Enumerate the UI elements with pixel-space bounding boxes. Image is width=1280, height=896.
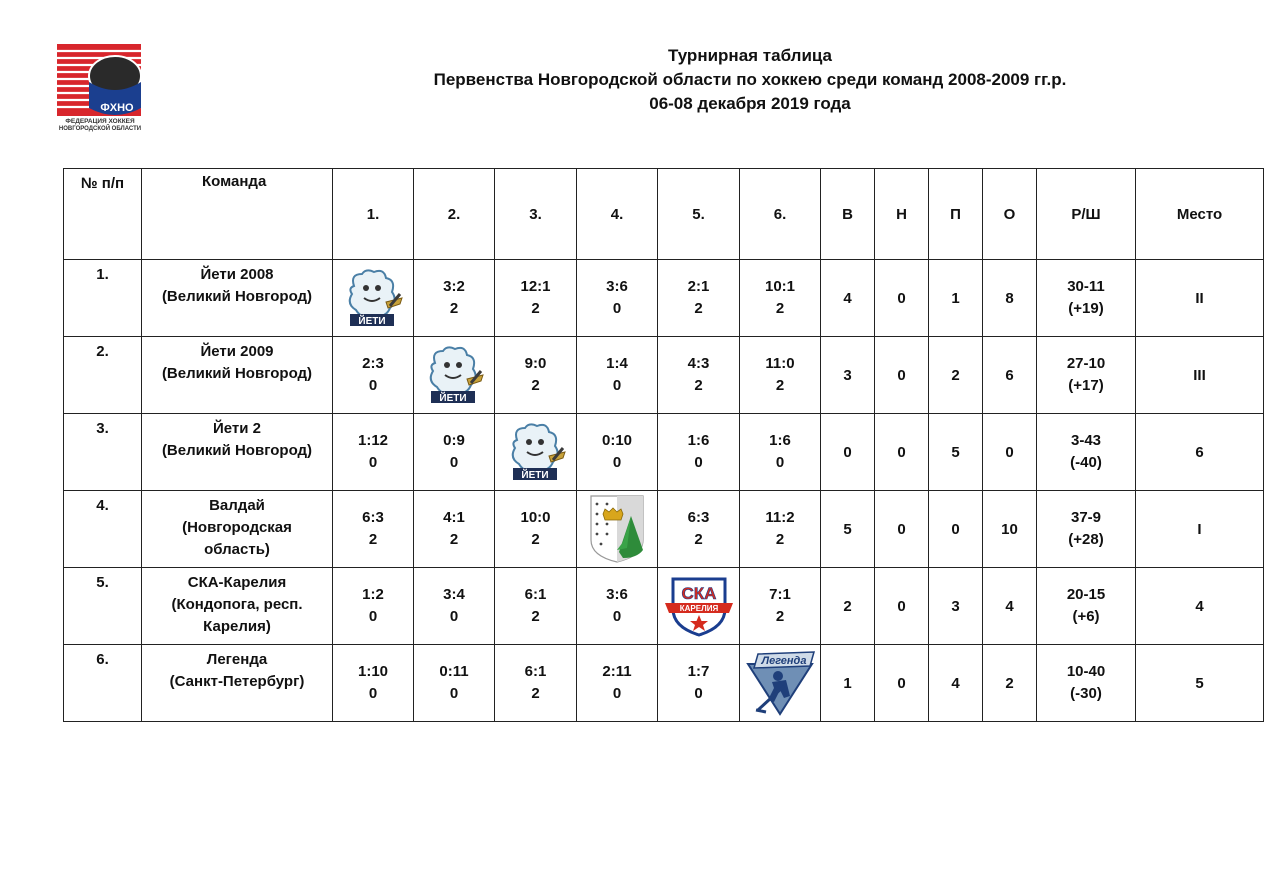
match-score: 3:4 (443, 586, 465, 603)
header-opponent-2: 2. (414, 169, 495, 260)
match-points: 0 (612, 685, 622, 702)
yeti-emblem-icon (421, 345, 487, 405)
match-result (414, 568, 495, 645)
match-result (495, 491, 577, 568)
match-points: 2 (775, 531, 785, 548)
team-name-line-1: Валдай (209, 497, 265, 514)
match-points: 2 (531, 608, 540, 625)
match-score: 1:2 (362, 586, 384, 603)
match-points: 0 (368, 454, 378, 471)
goals-for-against: 27-10 (1066, 355, 1106, 372)
goal-difference: (+17) (1068, 377, 1104, 394)
match-score: 6:3 (687, 509, 710, 526)
points-total: 10 (983, 491, 1037, 568)
match-score: 12:1 (520, 278, 551, 295)
match-result (333, 414, 414, 491)
match-result (577, 414, 658, 491)
row-number: 5. (64, 568, 142, 645)
match-score: 1:7 (687, 663, 710, 680)
match-result (333, 337, 414, 414)
header-losses: П (929, 169, 983, 260)
match-score: 3:2 (443, 278, 465, 295)
yeti-emblem-icon (340, 268, 406, 328)
losses-count: 3 (929, 568, 983, 645)
yeti-emblem-text: ЙЕТИ (358, 316, 386, 327)
goals-cell (1037, 568, 1136, 645)
team-emblem (333, 260, 414, 337)
team-name-line-2: (Великий Новгород) (161, 442, 313, 459)
match-points: 2 (449, 300, 459, 317)
match-points: 2 (775, 377, 785, 394)
match-score: 11:2 (765, 509, 795, 526)
yeti-emblem-text: ЙЕТИ (439, 393, 467, 404)
place-cell: 6 (1136, 414, 1264, 491)
match-score: 3:6 (606, 278, 628, 295)
match-result (740, 568, 821, 645)
goals-cell (1037, 260, 1136, 337)
match-result (414, 260, 495, 337)
match-result (577, 568, 658, 645)
legenda-emblem-text: Легенда (761, 655, 807, 667)
yeti-emblem-text: ЙЕТИ (520, 470, 549, 481)
match-score: 7:1 (769, 586, 791, 603)
standings-table (63, 168, 1264, 722)
match-score: 1:4 (606, 355, 628, 372)
team-emblem (658, 568, 740, 645)
match-score: 1:6 (687, 432, 710, 449)
draws-count: 0 (875, 568, 929, 645)
match-points: 0 (449, 685, 459, 702)
team-name (142, 568, 333, 645)
match-result (414, 645, 495, 722)
table-row (64, 568, 1264, 645)
team-name (142, 645, 333, 722)
goals-cell (1037, 414, 1136, 491)
match-score: 6:1 (524, 586, 547, 603)
draws-count: 0 (875, 645, 929, 722)
yeti-emblem-icon (503, 422, 569, 482)
wins-count: 3 (821, 337, 875, 414)
match-result (658, 337, 740, 414)
row-number: 3. (64, 414, 142, 491)
team-emblem (414, 337, 495, 414)
team-name-line-3: область) (204, 541, 270, 558)
match-score: 0:9 (443, 432, 465, 449)
team-emblem (577, 491, 658, 568)
place-cell: I (1136, 491, 1264, 568)
header-opponent-6: 6. (740, 169, 821, 260)
match-score: 11:0 (765, 355, 795, 372)
match-score: 0:10 (601, 432, 633, 449)
team-name (142, 337, 333, 414)
team-name-line-3: Карелия) (203, 618, 271, 635)
team-name-line-2: (Великий Новгород) (161, 288, 313, 305)
title-line-3: 06-08 декабря 2019 года (649, 94, 851, 113)
team-name-line-1: Йети 2008 (200, 266, 274, 283)
draws-count: 0 (875, 491, 929, 568)
match-points: 2 (449, 531, 459, 548)
wins-count: 2 (821, 568, 875, 645)
team-name (142, 491, 333, 568)
wins-count: 0 (821, 414, 875, 491)
match-result (658, 645, 740, 722)
losses-count: 0 (929, 491, 983, 568)
header-opponent-3: 3. (495, 169, 577, 260)
header-opponent-5: 5. (658, 169, 740, 260)
team-emblem (740, 645, 821, 722)
team-name-line-2: (Новгородская (182, 519, 292, 536)
goals-cell (1037, 491, 1136, 568)
match-points: 2 (694, 531, 703, 548)
losses-count: 2 (929, 337, 983, 414)
match-result (740, 260, 821, 337)
ska-emblem-top-text: СКА (681, 584, 716, 603)
team-emblem (495, 414, 577, 491)
logo-caption-2: НОВГОРОДСКОЙ ОБЛАСТИ (58, 126, 142, 132)
table-row (64, 337, 1264, 414)
match-score: 10:1 (764, 278, 796, 295)
losses-count: 4 (929, 645, 983, 722)
match-result (658, 260, 740, 337)
match-points: 0 (694, 685, 703, 702)
match-points: 2 (368, 531, 378, 548)
match-points: 2 (531, 300, 540, 317)
match-points: 0 (775, 454, 785, 471)
match-points: 0 (612, 454, 622, 471)
match-score: 2:3 (362, 355, 384, 372)
goals-for-against: 3-43 (1070, 432, 1102, 449)
match-result (740, 491, 821, 568)
ska-karelia-emblem-icon (663, 575, 735, 637)
draws-count: 0 (875, 337, 929, 414)
wins-count: 5 (821, 491, 875, 568)
header-place: Место (1136, 169, 1264, 260)
team-name-line-1: Йети 2009 (200, 343, 274, 360)
match-result (740, 414, 821, 491)
match-points: 0 (449, 608, 459, 625)
logo-text: ФХНО (100, 102, 134, 114)
goal-difference: (+28) (1068, 531, 1104, 548)
match-result (577, 260, 658, 337)
match-points: 2 (531, 685, 540, 702)
match-points: 2 (775, 608, 785, 625)
table-row (64, 645, 1264, 722)
goals-for-against: 20-15 (1066, 586, 1106, 603)
row-number: 4. (64, 491, 142, 568)
goal-difference: (+6) (1072, 608, 1100, 625)
team-name (142, 260, 333, 337)
match-points: 0 (612, 608, 622, 625)
goals-cell (1037, 337, 1136, 414)
wins-count: 4 (821, 260, 875, 337)
match-points: 0 (368, 685, 378, 702)
place-cell: 5 (1136, 645, 1264, 722)
match-score: 4:1 (443, 509, 465, 526)
match-result (658, 491, 740, 568)
match-score: 3:6 (606, 586, 628, 603)
header-num: № п/п (64, 169, 142, 260)
team-name-line-1: Йети 2 (212, 420, 261, 437)
team-name-line-1: Легенда (206, 651, 268, 668)
place-cell: 4 (1136, 568, 1264, 645)
goal-difference: (+19) (1068, 300, 1104, 317)
match-score: 6:1 (524, 663, 547, 680)
team-name (142, 414, 333, 491)
points-total: 6 (983, 337, 1037, 414)
match-points: 0 (368, 377, 378, 394)
match-score: 2:1 (687, 278, 710, 295)
match-score: 1:12 (357, 432, 389, 449)
wins-count: 1 (821, 645, 875, 722)
match-points: 0 (694, 454, 703, 471)
place-cell: III (1136, 337, 1264, 414)
match-result (577, 337, 658, 414)
goals-for-against: 10-40 (1066, 663, 1106, 680)
match-score: 6:3 (362, 509, 384, 526)
fhno-logo (55, 42, 145, 132)
match-points: 0 (449, 454, 459, 471)
match-points: 2 (775, 300, 785, 317)
match-result (740, 337, 821, 414)
row-number: 1. (64, 260, 142, 337)
legenda-emblem-icon (744, 650, 816, 716)
match-score: 1:10 (357, 663, 389, 680)
header-draws: Н (875, 169, 929, 260)
title-line-1: Турнирная таблица (667, 46, 833, 65)
header-goals: Р/Ш (1037, 169, 1136, 260)
header-team: Команда (142, 169, 333, 260)
team-name-line-2: (Кондопога, респ. (171, 596, 303, 613)
draws-count: 0 (875, 414, 929, 491)
match-result (658, 414, 740, 491)
page-title (340, 44, 1160, 116)
goal-difference: (-30) (1070, 685, 1102, 702)
match-result (495, 260, 577, 337)
match-result (333, 568, 414, 645)
logo-caption-1: ФЕДЕРАЦИЯ ХОККЕЯ (65, 118, 135, 125)
team-name-line-2: (Санкт-Петербург) (169, 673, 305, 690)
match-points: 0 (612, 377, 622, 394)
place-cell: II (1136, 260, 1264, 337)
goals-for-against: 37-9 (1070, 509, 1102, 526)
match-points: 0 (368, 608, 378, 625)
table-row (64, 414, 1264, 491)
match-result (495, 337, 577, 414)
points-total: 4 (983, 568, 1037, 645)
points-total: 2 (983, 645, 1037, 722)
draws-count: 0 (875, 260, 929, 337)
team-name-line-1: СКА-Карелия (187, 574, 287, 591)
match-score: 1:6 (769, 432, 791, 449)
match-points: 2 (531, 377, 540, 394)
row-number: 2. (64, 337, 142, 414)
match-score: 10:0 (520, 509, 551, 526)
goal-difference: (-40) (1070, 454, 1102, 471)
goals-for-against: 30-11 (1067, 278, 1105, 295)
match-score: 2:11 (602, 663, 632, 680)
match-result (495, 645, 577, 722)
match-points: 2 (694, 377, 703, 394)
losses-count: 5 (929, 414, 983, 491)
table-header-row (64, 169, 1264, 260)
match-result (495, 568, 577, 645)
team-name-line-2: (Великий Новгород) (161, 365, 313, 382)
match-points: 0 (612, 300, 622, 317)
match-score: 9:0 (524, 355, 547, 372)
table-row (64, 491, 1264, 568)
match-result (414, 414, 495, 491)
fhno-logo-icon (55, 42, 145, 132)
title-line-2: Первенства Новгородской области по хоккею среди команд 2008-2009 гг.р. (433, 70, 1067, 89)
ska-emblem-bottom-text: КАРЕЛИЯ (679, 604, 718, 613)
goals-cell (1037, 645, 1136, 722)
match-result (333, 645, 414, 722)
points-total: 8 (983, 260, 1037, 337)
match-points: 2 (531, 531, 540, 548)
points-total: 0 (983, 414, 1037, 491)
match-score: 0:11 (439, 663, 469, 680)
header-opponent-1: 1. (333, 169, 414, 260)
header-points: О (983, 169, 1037, 260)
row-number: 6. (64, 645, 142, 722)
header-opponent-4: 4. (577, 169, 658, 260)
match-result (577, 645, 658, 722)
match-result (414, 491, 495, 568)
header-wins: В (821, 169, 875, 260)
match-result (333, 491, 414, 568)
valdai-coat-of-arms-icon (587, 494, 647, 564)
match-points: 2 (694, 300, 703, 317)
match-score: 4:3 (687, 355, 710, 372)
table-row (64, 260, 1264, 337)
losses-count: 1 (929, 260, 983, 337)
